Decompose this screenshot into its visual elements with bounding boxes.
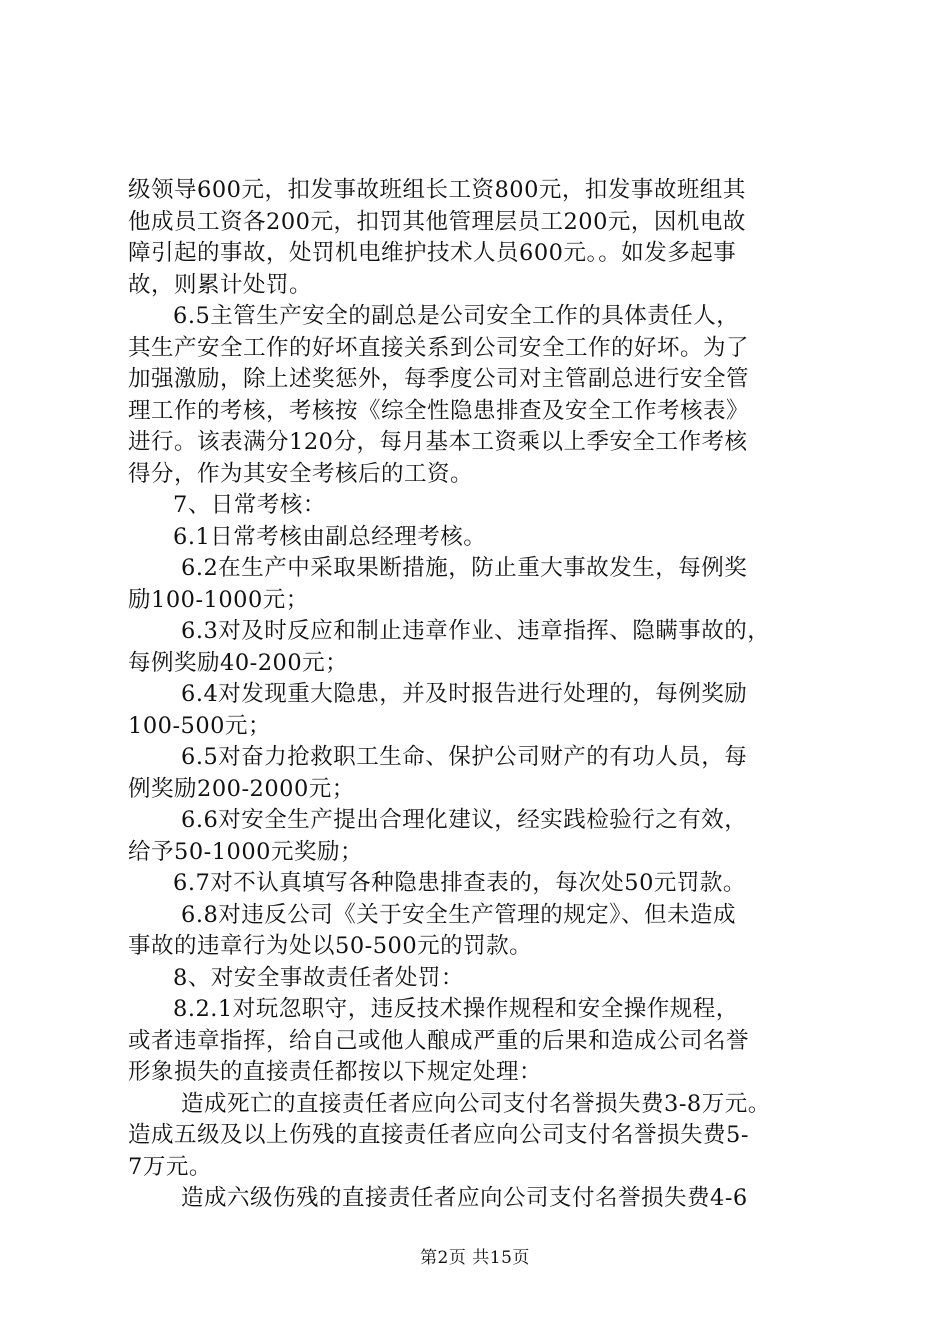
paragraph-start: 6.6对安全生产提出合理化建议，经实践检验行之有效， [181, 807, 748, 833]
paragraph-start: 6.5主管生产安全的副总是公司安全工作的具体责任人， [173, 303, 740, 329]
text-line: 事故的违章行为处以50-500元的罚款。 [128, 933, 533, 959]
text-line: 造成五级及以上伤残的直接责任者应向公司支付名誉损失费5- [128, 1122, 749, 1148]
paragraph-start: 6.1日常考核由副总经理考核。 [173, 523, 487, 550]
text-line: 7万元。 [128, 1153, 212, 1180]
paragraph-start: 6.3对及时反应和制止违章作业、违章指挥、隐瞒事故的， [181, 618, 771, 644]
page-number-footer: 第2页 共15页 [420, 1248, 530, 1268]
text-line: 理工作的考核，考核按《综全性隐患排查及安全工作考核表》 [128, 397, 750, 424]
text-line: 故，则累计处罚。 [128, 271, 313, 298]
paragraph-start: 6.8对违反公司《关于安全生产管理的规定》、但未造成 [181, 901, 737, 928]
text-line: 给予50-1000元奖励； [128, 838, 363, 865]
paragraph-start: 6.5对奋力抢救职工生命、保护公司财产的有功人员，每 [181, 744, 748, 770]
paragraph-start: 6.7对不认真填写各种隐患排查表的，每次处50元罚款。 [173, 870, 746, 896]
text-line: 或者违章指挥，给自己或他人酿成严重的后果和造成公司名誉 [128, 1027, 750, 1054]
text-line: 每例奖励40-200元； [128, 649, 349, 676]
text-line: 加强激励，除上述奖惩外，每季度公司对主管副总进行安全管 [128, 366, 750, 392]
text-line: 其生产安全工作的好坏直接关系到公司安全工作的好坏。为了 [128, 334, 750, 361]
text-line: 进行。该表满分120分，每月基本工资乘以上季安全工作考核 [128, 429, 748, 455]
section-heading: 8、对安全事故责任者处罚： [173, 964, 464, 991]
text-line: 形象损失的直接责任都按以下规定处理： [128, 1059, 543, 1085]
text-line: 他成员工资各200元，扣罚其他管理层员工200元，因机电故 [128, 208, 746, 235]
text-line: 级领导600元，扣发事故班组长工资800元，扣发事故班组其 [128, 177, 746, 203]
text-line: 100-500元； [128, 712, 271, 739]
paragraph-start: 8.2.1对玩忽职守，违反技术操作规程和安全操作规程， [173, 996, 739, 1022]
paragraph-start: 6.4对发现重大隐患，并及时报告进行处理的，每例奖励 [181, 681, 748, 707]
text-line: 例奖励200-2000元； [128, 775, 355, 802]
section-heading: 7、日常考核： [173, 492, 326, 518]
text-line: 得分，作为其安全考核后的工资。 [128, 460, 474, 487]
paragraph-start: 6.2在生产中采取果断措施，防止重大事故发生，每例奖 [181, 555, 748, 581]
document-body [128, 175, 828, 1215]
paragraph-start: 造成六级伤残的直接责任者应向公司支付名誉损失费4-6 [181, 1185, 748, 1211]
paragraph-start: 造成死亡的直接责任者应向公司支付名誉损失费3-8万元。 [181, 1090, 771, 1117]
text-line: 障引起的事故，处罚机电维护技术人员600元。。如发多起事 [128, 240, 737, 266]
text-line: 励100-1000元； [128, 586, 309, 613]
